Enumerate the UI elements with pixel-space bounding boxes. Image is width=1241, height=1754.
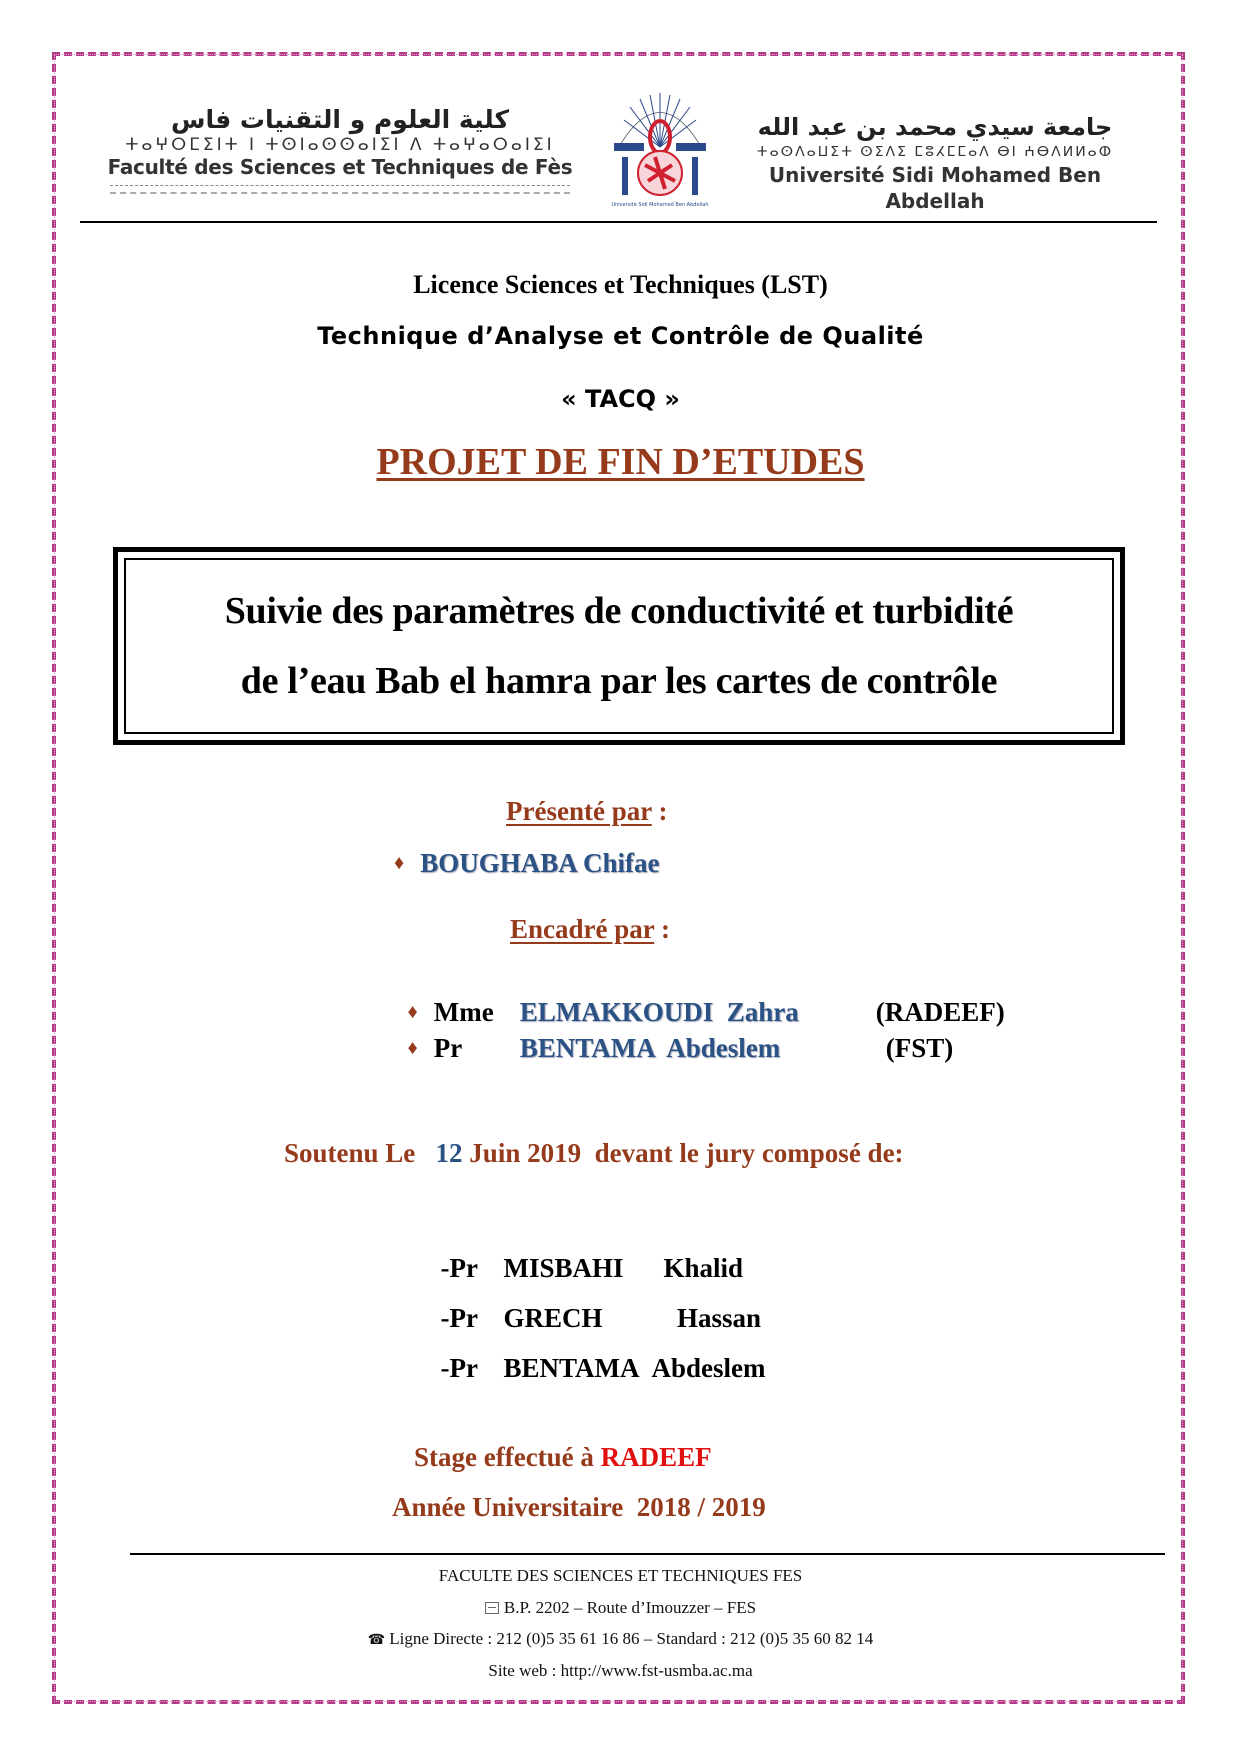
- internship-company: RADEEF: [600, 1442, 712, 1472]
- university-name-tifinagh: ⵜⴰⵙⴷⴰⵡⵉⵜ ⵙⵉⴷⵉ ⵎⵓⵃⵎⵎⴰⴷ ⴱⵏ ⵄⴱⴷⵍⵍⴰⵀ: [756, 144, 1114, 160]
- university-crest-icon: [600, 85, 720, 215]
- footer-phone: ☎ Ligne Directe : 212 (0)5 35 61 16 86 – Standard : 212 (0)5 35 60 82 14: [367, 1629, 874, 1648]
- thesis-title-box: [113, 547, 1125, 745]
- supervisor-name: ELMAKKOUDI Zahra: [519, 997, 799, 1027]
- defense-day: 12: [435, 1138, 463, 1168]
- diamond-bullet-icon: ♦: [407, 1001, 418, 1023]
- footer-institution: FACULTE DES SCIENCES ET TECHNIQUES FES: [438, 1566, 803, 1585]
- thesis-title-line-2: de l’eau Bab el hamra par les cartes de contrôle: [240, 660, 998, 702]
- student-name: BOUGHABA Chifae: [420, 848, 660, 878]
- supervisor-org: (FST): [885, 1033, 954, 1063]
- faculty-header: [100, 105, 580, 194]
- supervisor-name: BENTAMA Abdeslem: [519, 1033, 781, 1063]
- jury-member: -Pr BENTAMA Abdeslem: [440, 1353, 766, 1383]
- supervisor-entry: [394, 1002, 953, 1064]
- header-divider: [80, 221, 1157, 223]
- supervisor-title: Mme: [433, 997, 494, 1027]
- supervised-by-label: Encadré par :: [510, 914, 671, 944]
- faculty-name-french: Faculté des Sciences et Techniques de Fès: [107, 155, 573, 179]
- defense-statement: Soutenu Le 12 Juin 2019 devant le jury composé de:: [284, 1138, 904, 1168]
- university-name-arabic: جامعة سيدي محمد بن عبد الله: [757, 113, 1113, 141]
- track-title: Technique d’Analyse et Contrôle de Qualité: [317, 322, 924, 350]
- student-entry: [394, 848, 660, 879]
- header-decoration: [110, 185, 570, 194]
- diamond-bullet-icon: ♦: [394, 852, 405, 874]
- footer-address: B.P. 2202 – Route d’Imouzzer – FES: [0, 1598, 1241, 1618]
- university-name-french: Université Sidi Mohamed Ben Abdellah: [768, 163, 1102, 213]
- supervisor-title: Pr: [433, 1033, 463, 1063]
- footer-website[interactable]: Site web : http://www.fst-usmba.ac.ma: [488, 1661, 753, 1680]
- thesis-title-line-1: Suivie des paramètres de conductivité et turbidité: [224, 590, 1014, 632]
- academic-year: Année Universitaire 2018 / 2019: [392, 1492, 766, 1522]
- svg-text:Université Sidi Mohamed Ben Ab: Université Sidi Mohamed Ben Abdellah: [611, 202, 709, 208]
- faculty-name-tifinagh: ⵜⴰⵖⵔⵎⵉⵏⵜ ⵏ ⵜⵙⵏⴰⵙⵙⴰⵏⵉⵏ ⴷ ⵜⴰⵖⴰⵔⴰⵏⵉⵏ: [125, 135, 555, 155]
- document-type-heading: PROJET DE FIN D’ETUDES: [376, 441, 865, 483]
- track-acronym: « TACQ »: [561, 385, 680, 413]
- university-header: [735, 112, 1135, 214]
- footer-divider: [130, 1553, 1165, 1555]
- jury-member: -Pr MISBAHI Khalid: [440, 1253, 744, 1283]
- diamond-bullet-icon: ♦: [407, 1037, 418, 1059]
- mailbox-icon: [485, 1602, 499, 1614]
- presented-by-label: Présenté par :: [506, 796, 668, 826]
- phone-icon: ☎: [367, 1633, 386, 1648]
- degree-title: Licence Sciences et Techniques (LST): [413, 270, 828, 299]
- supervisor-org: (RADEEF): [875, 997, 1005, 1027]
- internship-statement: Stage effectué à RADEEF: [414, 1442, 712, 1472]
- faculty-name-arabic: كلية العلوم و التقنيات فاس: [170, 105, 510, 134]
- jury-member: -Pr GRECH Hassan: [440, 1303, 762, 1333]
